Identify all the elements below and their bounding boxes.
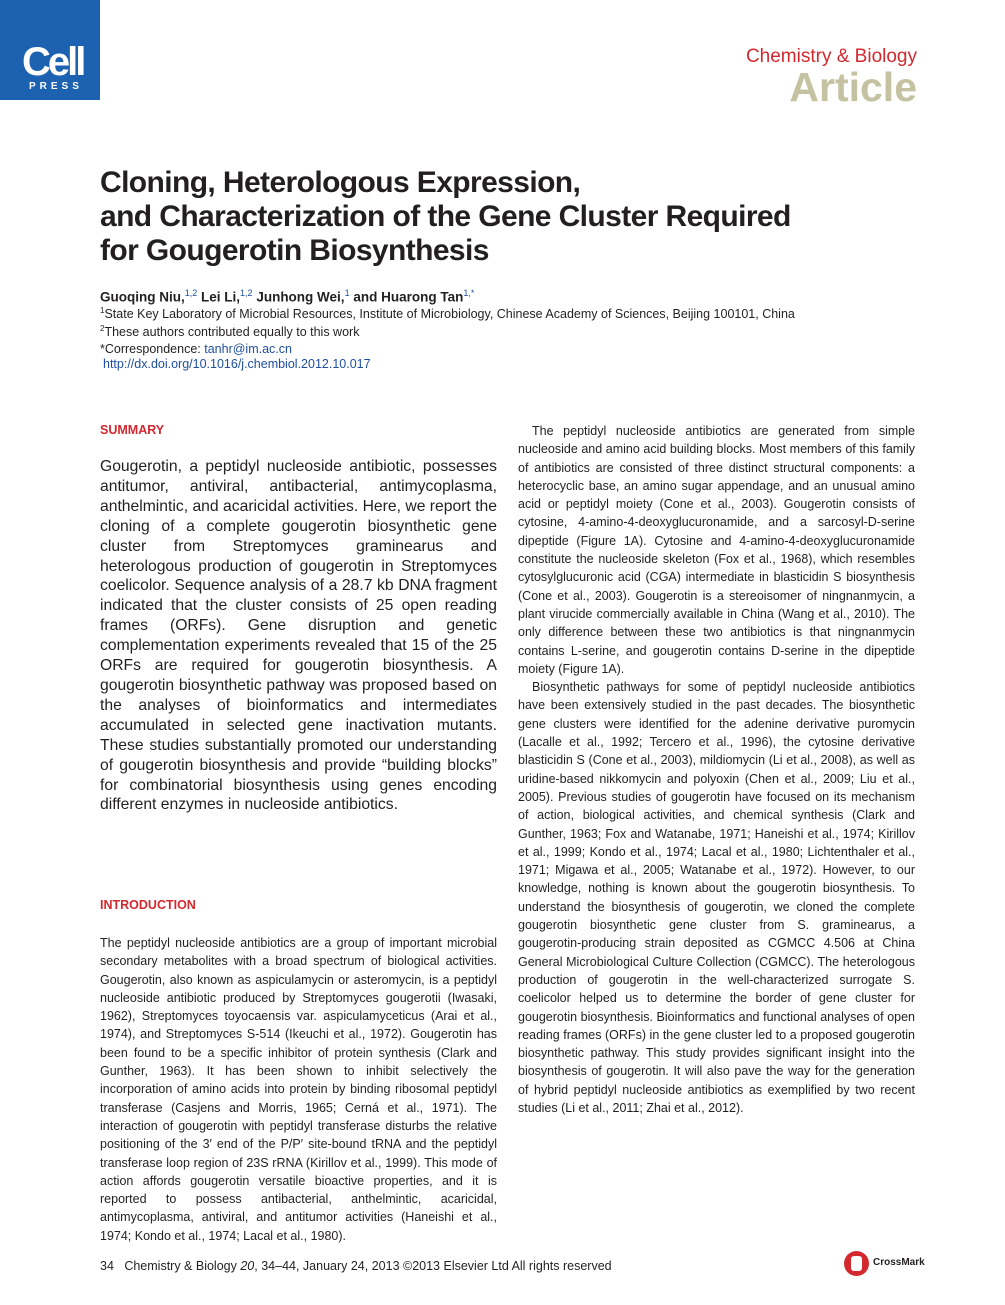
correspondence-email-link[interactable]: tanhr@im.ac.cn xyxy=(204,342,292,356)
correspondence: *Correspondence: tanhr@im.ac.cn xyxy=(100,342,292,356)
author-affiliation-marker[interactable]: 1,2 xyxy=(184,288,198,298)
author-affiliation-marker[interactable]: 1,* xyxy=(463,288,475,298)
author-name: Guoqing Niu, xyxy=(100,289,185,305)
cell-press-logo xyxy=(0,0,100,100)
footer-citation: , 34–44, January 24, 2013 ©2013 Elsevier Ltd All rights reserved xyxy=(254,1259,612,1273)
doi-link[interactable]: http://dx.doi.org/10.1016/j.chembiol.2012.10.017 xyxy=(103,357,371,371)
author-name: Junhong Wei, xyxy=(256,289,345,305)
doi-line xyxy=(103,357,371,371)
author-affiliation-marker[interactable]: 1 xyxy=(344,288,350,298)
equal-contribution-note: $^2$These authors contributed equally to this work xyxy=(100,324,360,340)
logo-subtext: PRESS xyxy=(29,81,83,92)
crossmark-badge[interactable] xyxy=(844,1250,928,1278)
page-footer xyxy=(100,1259,612,1273)
title-line: and Characterization of the Gene Cluster Required xyxy=(100,200,791,233)
introduction-column-left xyxy=(100,934,497,1245)
summary-heading: SUMMARY xyxy=(100,423,165,437)
logo-text: Cell xyxy=(22,40,84,84)
title-line: for Gougerotin Biosynthesis xyxy=(100,234,489,267)
crossmark-label: CrossMark xyxy=(873,1257,925,1268)
crossmark-icon xyxy=(844,1251,869,1276)
title-line: Cloning, Heterologous Expression, xyxy=(100,166,581,199)
page-number: 34 xyxy=(100,1259,114,1273)
footer-volume: 20 xyxy=(240,1259,255,1273)
journal-name: Chemistry & Biology xyxy=(745,46,917,67)
footer-journal: Chemistry & Biology xyxy=(124,1259,237,1273)
introduction-paragraph-2: The peptidyl nucleoside antibiotics are generated from simple nucleoside and amino acid building blocks. Most members of this family of antibiotics are consisted of three distinct structural components: a heterocyclic base, an amino sugar appendage, and an unusual amino acid or peptidyl moiety (Cone et al., 2003). Gougerotin consists of cytosine, 4-amino-4-deoxyglucuronamide, and a sarcosyl-D-serine dipeptide (Figure 1A). Cytosine and 4-amino-4-deoxyglucuronamide constitute the nucleoside skeleton (Fox et al., 1968), which resembles cytosylglucuronic acid (CGA) intermediate in blasticidin S biosynthesis (Cone et al., 2003). Gougerotin is a stereoisomer of ningnanmycin, a plant virucide commercially available in China (Wang et al., 2010). The only difference between these two antibiotics is that ningnanmycin contains L-serine, and gougerotin contains D-serine in the dipeptide moiety (Figure 1A). xyxy=(518,424,915,676)
author-name: Lei Li, xyxy=(201,289,241,305)
introduction-column-right xyxy=(518,422,915,1117)
author-affiliation-marker[interactable]: 1,2 xyxy=(240,288,253,298)
affiliation: $^1$State Key Laboratory of Microbial Resources, Institute of Microbiology, Chinese Academy of Sciences, Beijing 100101, China xyxy=(100,306,795,322)
article-title xyxy=(100,166,920,268)
article-type: Article xyxy=(789,64,917,110)
summary-text: Gougerotin, a peptidyl nucleoside antibiotic, possesses antitumor, antiviral, antibacterial, antimycoplasma, anthelmintic, and acaricidal activities. Here, we report the cloning of a complete gougerotin biosynthetic gene cluster from Streptomyces graminearus and heterologous production of gougerotin in Streptomyces coelicolor. Sequence analysis of a 28.7 kb DNA fragment indicated that the cluster consists of 25 open reading frames (ORFs). Gene disruption and genetic complementation experiments revealed that 15 of the 25 ORFs are required for gougerotin biosynthesis. A gougerotin biosynthetic pathway was proposed based on the analyses of bioinformatics and intermediates accumulated in selected gene inactivation mutants. These studies substantially promoted our understanding of gougerotin biosynthesis and provide “building blocks” for combinatorial biosynthesis using genes encoding different enzymes in nucleoside antibiotics. xyxy=(100,458,497,814)
author-name: and Huarong Tan xyxy=(353,289,464,305)
introduction-paragraph-1: The peptidyl nucleoside antibiotics are a group of important microbial secondary metabolites with a broad spectrum of biological activities. Gougerotin, also known as aspiculamycin or asteromycin, is a peptidyl nucleoside antibiotic produced by Streptomyces gougerotii (Iwasaki, 1962), Streptomyces toyocaensis var. aspiculamyceticus (Arai et al., 1974), and Streptomyces S-514 (Ikeuchi et al., 1972). Gougerotin has been found to be a specific inhibitor of protein synthesis (Clark and Gunther, 1963). It has been shown to inhibit selectively the incorporation of amino acids into protein by binding ribosomal peptidyl transferase (Casjens and Morris, 1965; Cerná et al., 1971). The interaction of gougerotin with peptidyl transferase disturbs the relative positioning of the 3′ end of the P/P′ site-bound tRNA and the peptidyl transferase loop region of 23S rRNA (Kirillov et al., 1999). This mode of action affords gougerotin versatile bioactive properties, and it is reported to possess antibacterial, anthelmintic, acaricidal, antimycoplasma, antiviral, and antitumor activities (Haneishi et al., 1974; Kondo et al., 1974; Lacal et al., 1980). xyxy=(100,936,497,1243)
author-list xyxy=(100,288,474,305)
introduction-paragraph-3: Biosynthetic pathways for some of peptidyl nucleoside antibiotics have been extensively studied in the past decades. The biosynthetic gene clusters were identified for the adenine derivative puromycin (Lacalle et al., 1992; Tercero et al., 1996), the cytosine derivative blasticidin S (Cone et al., 2003), mildiomycin (Li et al., 2008), as well as uridine-based nikkomycin and polyoxin (Chen et al., 2009; Liu et al., 2005). Previous studies of gougerotin have focused on its mechanism of action, biological activities, and chemical synthesis (Clark and Gunther, 1963; Fox and Watanabe, 1971; Haneishi et al., 1974; Kirillov et al., 1999; Kondo et al., 1974; Lacal et al., 1980; Lichtenthaler et al., 1971; Migawa et al., 2005; Watanabe et al., 1972). However, to our knowledge, nothing is known about the gougerotin biosynthesis. To understand the biosynthesis of gougerotin, we cloned the complete gougerotin biosynthetic gene cluster from S. graminearus, a gougerotin-producing strain deposited as CGMCC 4.506 at China General Microbiological Culture Collection (CGMCC). The heterologous production of gougerotin in the well-characterized surrogate S. coelicolor helped us to determine the border of gene cluster for gougerotin biosynthesis. Bioinformatics and functional analyses of open reading frames (ORFs) in the gene cluster led to a proposed gougerotin biosynthetic pathway. This study provides significant insight into the biosynthesis of gougerotin. It will also pave the way for the generation of hybrid peptidyl nucleoside antibiotics as exemplified by two recent studies (Li et al., 2011; Zhai et al., 2012). xyxy=(518,680,915,1115)
introduction-heading: INTRODUCTION xyxy=(100,898,196,912)
